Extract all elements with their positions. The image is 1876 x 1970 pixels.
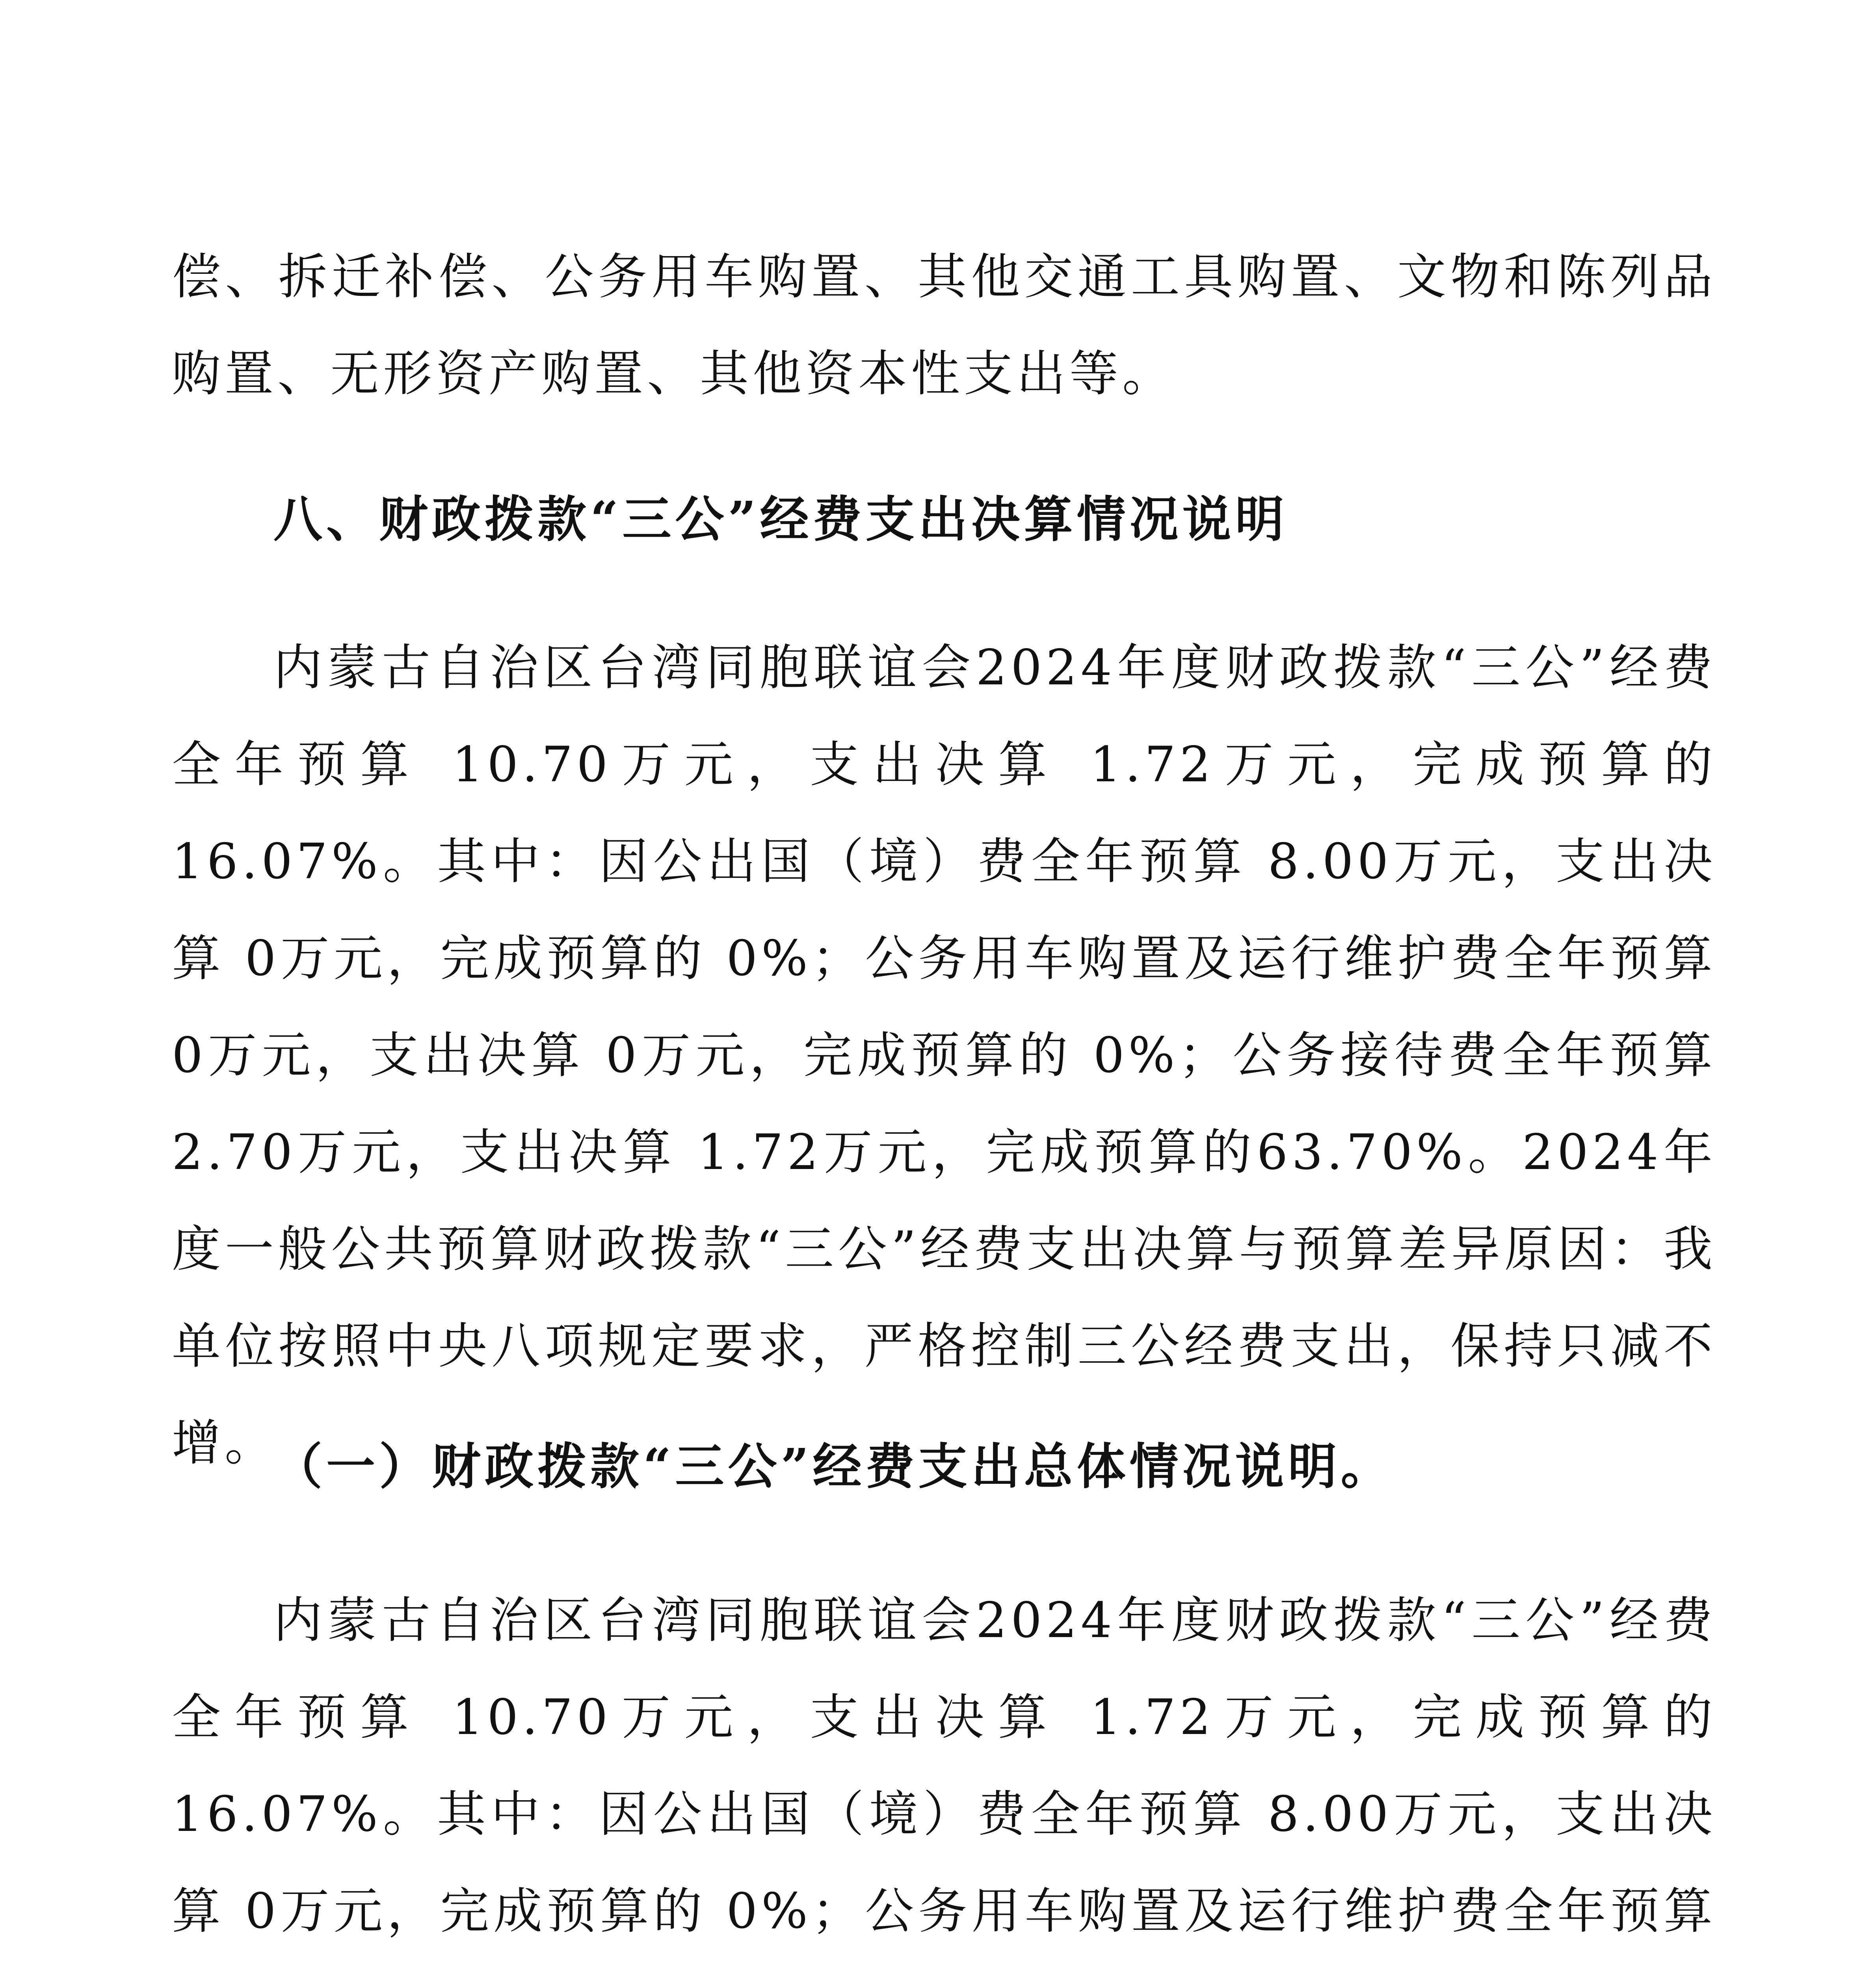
section-8-paragraph: 内蒙古自治区台湾同胞联谊会2024年度财政拨款“三公”经费全年预算 10.70万元，支出决算 1.72万元，完成预算的 16.07%。其中：因公出国（境）费全年预算 8.00万元，支出决算 0万元，完成预算的 0%；公务用车购置及运行维护费全年预算 0万元，支出决算 0万元，完成预算的 0%；公务接待费全年预算 2.70万元，支出决算 1.72万元，完成预算的63.70%。2024年度一般公共预算财政拨款“三公”经费支出决算与预算差异原因：我单位按照中央八项规定要求，严格控制三公经费支出，保持只减不增。: [172, 639, 1716, 1472]
section-8-heading: 八、财政拨款“三公”经费支出决算情况说明: [273, 491, 1288, 548]
continuation-paragraph: 偿、拆迁补偿、公务用车购置、其他交通工具购置、文物和陈列品购置、无形资产购置、其他资本性支出等。: [172, 249, 1716, 402]
subsection-1-paragraph: 内蒙古自治区台湾同胞联谊会2024年度财政拨款“三公”经费全年预算 10.70万元，支出决算 1.72万元，完成预算的 16.07%。其中：因公出国（境）费全年预算 8.00万元，支出决算 0万元，完成预算的 0%；公务用车购置及运行维护费全年预算: [172, 1592, 1716, 1940]
subsection-1-heading: （一）财政拨款“三公”经费支出总体情况说明。: [273, 1438, 1394, 1495]
